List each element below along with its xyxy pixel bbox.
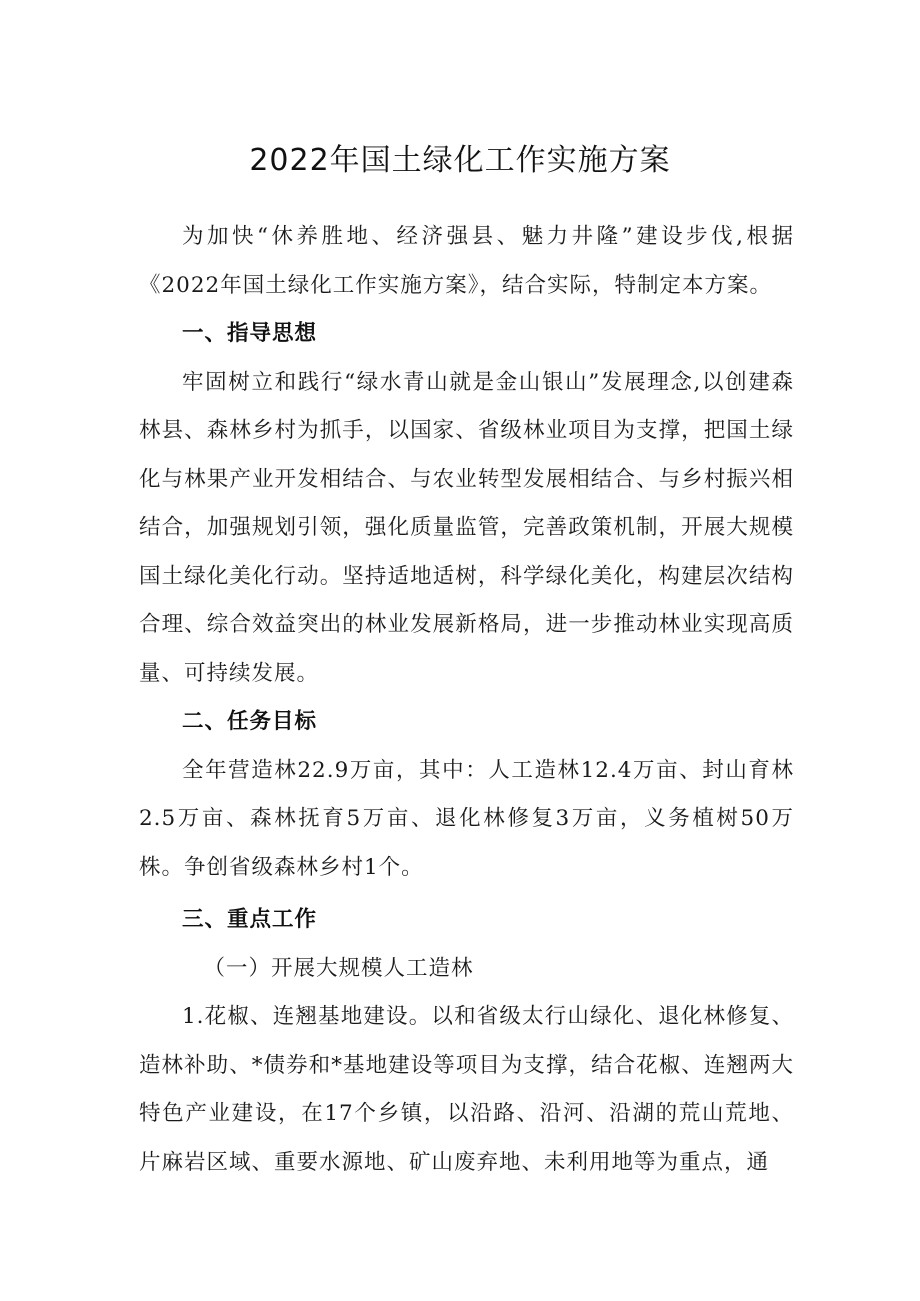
document-title: 2022年国土绿化工作实施方案 (249, 143, 671, 178)
section-heading-key-work: 三、重点工作 (182, 907, 318, 932)
key-work-paragraph: 1.花椒、连翘基地建设。以和省级太行山绿化、退化林修复、造林补助、*债券和*基地建设等项目为支撑，结合花椒、连翘两大特色产业建设，在17个乡镇，以沿路、沿河、沿湖的荒山荒地、片麻岩区域、重要水源地、矿山废弃地、未利用地等为重点，通 (139, 1004, 794, 1175)
section-heading-guiding-ideology: 一、指导思想 (182, 321, 318, 346)
intro-paragraph: 为加快“休养胜地、经济强县、魅力井隆”建设步伐,根据《2022年国土绿化工作实施方案》，结合实际，特制定本方案。 (139, 224, 794, 298)
subsection-heading-afforestation: （一）开展大规模人工造林 (203, 955, 474, 981)
section-heading-task-goals: 二、任务目标 (182, 709, 318, 734)
guiding-ideology-paragraph: 牢固树立和践行“绿水青山就是金山银山”发展理念,以创建森林县、森林乡村为抓手，以国家、省级林业项目为支撑，把国土绿化与林果产业开发相结合、与农业转型发展相结合、与乡村振兴相结合，加强规划引领，强化质量监管，完善政策机制，开展大规模国土绿化美化行动。坚持适地适树，科学绿化美化，构建层次结构合理、综合效益突出的林业发展新格局，进一步推动林业实现高质量、可持续发展。 (139, 369, 794, 686)
task-goals-paragraph: 全年营造林22.9万亩，其中：人工造林12.4万亩、封山育林2.5万亩、森林抚育5万亩、退化林修复3万亩，义务植树50万株。争创省级森林乡村1个。 (139, 757, 794, 880)
document-body (139, 213, 794, 1187)
